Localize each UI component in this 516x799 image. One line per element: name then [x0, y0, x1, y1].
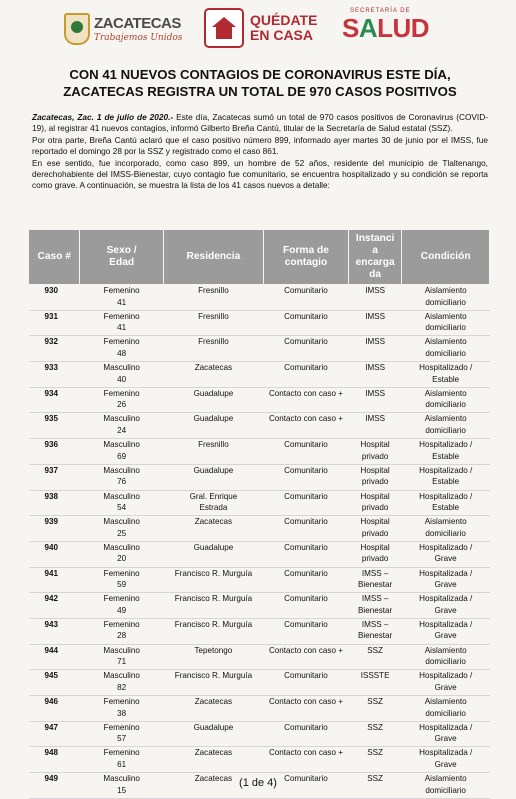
cell-forma-contagio: Comunitario — [264, 618, 349, 644]
cell-residencia: Tepetongo — [163, 644, 263, 670]
cell-caso: 939 — [29, 516, 80, 542]
cell-instancia: IMSS – Bienestar — [348, 618, 401, 644]
cell-caso: 930 — [29, 285, 80, 311]
house-icon — [204, 8, 244, 48]
cell-caso: 936 — [29, 439, 80, 465]
table-row — [29, 362, 490, 388]
table-row — [29, 387, 490, 413]
cell-forma-contagio: Comunitario — [264, 310, 349, 336]
cell-sexo-edad: Masculino 76 — [80, 464, 163, 490]
paragraph-1 — [32, 112, 488, 135]
cell-residencia: Francisco R. Murguía — [163, 670, 263, 696]
cell-condicion: Aislamiento domiciliario — [402, 413, 490, 439]
cell-forma-contagio: Comunitario — [264, 362, 349, 388]
cell-residencia: Guadalupe — [163, 721, 263, 747]
cell-condicion: Aislamiento domiciliario — [402, 336, 490, 362]
cell-condicion: Aislamiento domiciliario — [402, 696, 490, 722]
table-row — [29, 593, 490, 619]
cell-forma-contagio: Comunitario — [264, 439, 349, 465]
cell-instancia: SSZ — [348, 747, 401, 773]
cell-caso: 933 — [29, 362, 80, 388]
cell-condicion: Hospitalizado / Estable — [402, 439, 490, 465]
cell-caso: 940 — [29, 541, 80, 567]
header-logos — [0, 0, 516, 56]
cell-condicion: Hospitalizado / Estable — [402, 490, 490, 516]
cell-caso: 947 — [29, 721, 80, 747]
cell-caso: 941 — [29, 567, 80, 593]
cell-caso: 946 — [29, 696, 80, 722]
table-row — [29, 541, 490, 567]
cell-forma-contagio: Comunitario — [264, 490, 349, 516]
cell-instancia: Hospital privado — [348, 464, 401, 490]
cell-condicion: Hospitalizado / Estable — [402, 362, 490, 388]
header-sexo-edad: Sexo / Edad — [80, 230, 163, 285]
cell-residencia: Guadalupe — [163, 464, 263, 490]
paragraph-1-text: Este día, Zacatecas sumó un total de 970 casos positivos de Coronavirus (COVID-19), al registrar 41 nuevos contagios, informó Gilberto Breña Cantú, titular de la Secretaría de Salud estatal (SSZ). — [32, 112, 488, 134]
cell-residencia: Guadalupe — [163, 541, 263, 567]
cell-residencia: Gral. Enrique Estrada — [163, 490, 263, 516]
cell-residencia: Francisco R. Murguía — [163, 618, 263, 644]
cell-condicion: Hospitalizado / Estable — [402, 464, 490, 490]
salud-s: S — [342, 13, 359, 43]
cell-sexo-edad: Masculino 40 — [80, 362, 163, 388]
quedate-en-casa-logo — [204, 6, 328, 50]
cell-residencia: Guadalupe — [163, 387, 263, 413]
cell-instancia: IMSS — [348, 362, 401, 388]
cell-condicion: Hospitalizada / Grave — [402, 567, 490, 593]
title-line2: ZACATECAS REGISTRA UN TOTAL DE 970 CASOS POSITIVOS — [63, 84, 457, 99]
cell-sexo-edad: Masculino 82 — [80, 670, 163, 696]
cell-instancia: IMSS — [348, 310, 401, 336]
table-row — [29, 464, 490, 490]
cell-condicion: Aislamiento domiciliario — [402, 516, 490, 542]
cell-caso: 942 — [29, 593, 80, 619]
cell-condicion: Aislamiento domiciliario — [402, 310, 490, 336]
cell-instancia: SSZ — [348, 696, 401, 722]
zacatecas-logo — [64, 6, 192, 52]
cell-sexo-edad: Femenino 49 — [80, 593, 163, 619]
cell-forma-contagio: Contacto con caso + — [264, 413, 349, 439]
cell-sexo-edad: Masculino 25 — [80, 516, 163, 542]
cell-forma-contagio: Comunitario — [264, 516, 349, 542]
title-line1: CON 41 NUEVOS CONTAGIOS DE CORONAVIRUS ESTE DÍA, — [69, 67, 451, 82]
cell-sexo-edad: Masculino 69 — [80, 439, 163, 465]
cell-sexo-edad: Femenino 48 — [80, 336, 163, 362]
table-body — [29, 285, 490, 799]
cell-instancia: IMSS — [348, 413, 401, 439]
table-row — [29, 696, 490, 722]
cell-sexo-edad: Femenino 28 — [80, 618, 163, 644]
cell-condicion: Aislamiento domiciliario — [402, 644, 490, 670]
cell-instancia: IMSS — [348, 285, 401, 311]
table-row — [29, 439, 490, 465]
table-row — [29, 336, 490, 362]
cell-condicion: Aislamiento domiciliario — [402, 285, 490, 311]
cell-instancia: Hospital privado — [348, 516, 401, 542]
cell-residencia: Francisco R. Murguía — [163, 567, 263, 593]
cell-condicion: Aislamiento domiciliario — [402, 387, 490, 413]
cell-forma-contagio: Comunitario — [264, 285, 349, 311]
header-caso: Caso # — [29, 230, 80, 285]
cell-forma-contagio: Comunitario — [264, 721, 349, 747]
cell-forma-contagio: Comunitario — [264, 670, 349, 696]
cell-sexo-edad: Femenino 38 — [80, 696, 163, 722]
table-header-row — [29, 230, 490, 285]
cell-forma-contagio: Comunitario — [264, 773, 349, 799]
cell-residencia: Zacatecas — [163, 747, 263, 773]
cell-caso: 949 — [29, 773, 80, 799]
cell-caso: 937 — [29, 464, 80, 490]
dateline: Zacatecas, Zac. 1 de julio de 2020.- — [32, 112, 174, 122]
salud-wordmark — [342, 14, 429, 42]
cell-sexo-edad: Masculino 15 — [80, 773, 163, 799]
table-row — [29, 413, 490, 439]
cell-condicion: Hospitalizado / Grave — [402, 541, 490, 567]
cell-forma-contagio: Contacto con caso + — [264, 747, 349, 773]
table-row — [29, 567, 490, 593]
cell-instancia: IMSS – Bienestar — [348, 567, 401, 593]
cell-sexo-edad: Masculino 20 — [80, 541, 163, 567]
cell-sexo-edad: Masculino 24 — [80, 413, 163, 439]
cell-caso: 938 — [29, 490, 80, 516]
cell-instancia: Hospital privado — [348, 541, 401, 567]
secretaria-salud-logo — [342, 8, 462, 50]
cell-instancia: ISSSTE — [348, 670, 401, 696]
cell-forma-contagio: Comunitario — [264, 464, 349, 490]
cell-residencia: Guadalupe — [163, 413, 263, 439]
cases-table — [28, 229, 490, 799]
salud-small-text: SECRETARÍA DE — [350, 8, 411, 14]
zacatecas-logo-title: ZACATECAS — [94, 15, 181, 32]
table-row — [29, 490, 490, 516]
cell-forma-contagio: Contacto con caso + — [264, 387, 349, 413]
casa-line1: QUÉDATE — [250, 12, 318, 28]
cell-condicion: Hospitalizada / Grave — [402, 618, 490, 644]
cell-residencia: Fresnillo — [163, 439, 263, 465]
cell-sexo-edad: Femenino 41 — [80, 285, 163, 311]
cell-residencia: Zacatecas — [163, 516, 263, 542]
header-forma-contagio: Forma de contagio — [264, 230, 349, 285]
cell-residencia: Fresnillo — [163, 285, 263, 311]
salud-lud: LUD — [377, 13, 430, 43]
cell-forma-contagio: Contacto con caso + — [264, 644, 349, 670]
cell-sexo-edad: Femenino 41 — [80, 310, 163, 336]
cell-caso: 935 — [29, 413, 80, 439]
table-row — [29, 618, 490, 644]
cell-caso: 934 — [29, 387, 80, 413]
page-title — [30, 66, 490, 100]
cell-forma-contagio: Contacto con caso + — [264, 696, 349, 722]
table-row — [29, 516, 490, 542]
cell-instancia: Hospital privado — [348, 439, 401, 465]
cell-instancia: SSZ — [348, 644, 401, 670]
cell-forma-contagio: Comunitario — [264, 567, 349, 593]
paragraph-3: En ese sentido, fue incorporado, como caso 899, un hombre de 52 años, residente del municipio de Tlaltenango, derechohabiente del IMSS-Bienestar, cuyo contagio fue comunitario, se encuentra hospitalizado y su condición se reporta como grave. A continuación, se muestra la lista de los 41 casos nuevos a detalle: — [32, 157, 488, 191]
table-row — [29, 310, 490, 336]
salud-a: A — [358, 13, 378, 43]
cell-instancia: SSZ — [348, 773, 401, 799]
cell-caso: 932 — [29, 336, 80, 362]
cell-residencia: Zacatecas — [163, 362, 263, 388]
table-row — [29, 285, 490, 311]
table-row — [29, 747, 490, 773]
table-row — [29, 670, 490, 696]
cell-sexo-edad: Masculino 54 — [80, 490, 163, 516]
cell-forma-contagio: Comunitario — [264, 593, 349, 619]
casa-line2: EN CASA — [250, 27, 314, 43]
cell-sexo-edad: Femenino 59 — [80, 567, 163, 593]
cell-sexo-edad: Femenino 26 — [80, 387, 163, 413]
cell-sexo-edad: Femenino 61 — [80, 747, 163, 773]
cell-forma-contagio: Comunitario — [264, 541, 349, 567]
cell-sexo-edad: Masculino 71 — [80, 644, 163, 670]
paragraph-2: Por otra parte, Breña Cantú aclaró que el caso positivo número 899, informado ayer martes 30 de junio por el IMSS, fue reportado el domingo 28 por la SSZ y registrado como el caso 861. — [32, 134, 488, 157]
table-row — [29, 721, 490, 747]
cell-instancia: IMSS — [348, 387, 401, 413]
cell-instancia: IMSS — [348, 336, 401, 362]
cell-condicion: Hospitalizado / Grave — [402, 670, 490, 696]
cell-instancia: SSZ — [348, 721, 401, 747]
cell-condicion: Hospitalizada / Grave — [402, 747, 490, 773]
cell-caso: 948 — [29, 747, 80, 773]
cell-instancia: IMSS – Bienestar — [348, 593, 401, 619]
cell-residencia: Fresnillo — [163, 310, 263, 336]
cell-residencia: Zacatecas — [163, 696, 263, 722]
header-instancia: Instanci a encarga da — [348, 230, 401, 285]
state-seal-icon — [64, 13, 90, 45]
cell-condicion: Aislamiento domiciliario — [402, 773, 490, 799]
header-condicion: Condición — [402, 230, 490, 285]
cell-forma-contagio: Comunitario — [264, 336, 349, 362]
cell-instancia: Hospital privado — [348, 490, 401, 516]
page-counter: (1 de 4) — [239, 777, 277, 789]
table-row — [29, 644, 490, 670]
press-release-body — [32, 112, 488, 192]
zacatecas-logo-slogan: Trabajemos Unidos — [94, 33, 183, 43]
cell-caso: 945 — [29, 670, 80, 696]
cell-caso: 931 — [29, 310, 80, 336]
cell-residencia: Zacatecas — [163, 773, 263, 799]
cell-caso: 944 — [29, 644, 80, 670]
cell-condicion: Hospitalizada / Grave — [402, 593, 490, 619]
header-residencia: Residencia — [163, 230, 263, 285]
cell-residencia: Francisco R. Murguía — [163, 593, 263, 619]
cell-sexo-edad: Femenino 57 — [80, 721, 163, 747]
cell-condicion: Hospitalizada / Grave — [402, 721, 490, 747]
cell-caso: 943 — [29, 618, 80, 644]
cell-residencia: Fresnillo — [163, 336, 263, 362]
